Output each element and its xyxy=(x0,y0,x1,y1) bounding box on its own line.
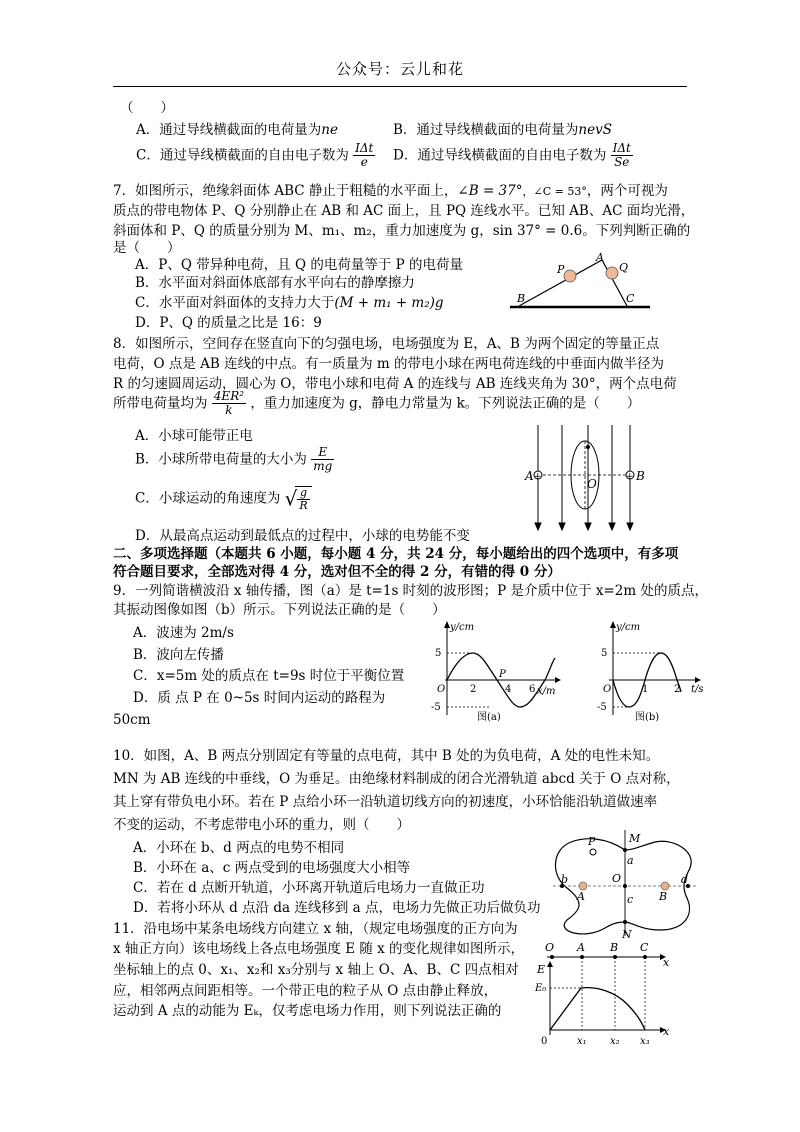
q11-label-a: A xyxy=(577,941,585,954)
q8-line4: 所带电荷量均为 $\frac{\text{4ER²}}{k}$ ，重力加速度为 g，静电力常量为 k。下列说法正确的是（ ） xyxy=(113,389,641,418)
q7-label-b: B xyxy=(517,292,526,305)
q9-wave-figure-a xyxy=(425,620,560,723)
q7-incline-figure xyxy=(505,250,655,310)
q8-label-b: B xyxy=(636,469,645,483)
q8-line2: 电荷，O 点是 AB 连线的中点。有一质量为 m 的带电小球在两电荷连线的中垂面内做半径为 xyxy=(113,356,664,372)
q7-line3: 斜面体和 P、Q 的质量分别为 M、m₁、m₂，重力加速度为 g，sin 37° = 0.6。下列判断正确的 xyxy=(113,223,691,239)
q11-line1: 11．沿电场中某条电场线方向建立 x 轴，（规定电场强度的正方向为 xyxy=(113,921,518,937)
q11-label-x1: x₁ xyxy=(577,1036,587,1047)
q9-wave-figure-b xyxy=(595,620,715,723)
q10-option-d: D．若将小环从 d 点沿 da 连线移到 a 点，电场力先做正功后做负功 xyxy=(133,900,541,916)
q10-option-b: B．小环在 a、c 两点受到的电场强度大小相等 xyxy=(133,860,411,876)
q11-label-c: C xyxy=(640,941,649,954)
svg-text:+: + xyxy=(626,472,634,482)
q6-option-a: A．通过导线横截面的电荷量为ne xyxy=(136,122,338,138)
q10-option-a: A．小环在 b、d 两点的电势不相同 xyxy=(133,840,345,856)
q9b-x1: 1 xyxy=(642,684,649,695)
q6-option-b: B．通过导线横截面的电荷量为nevS xyxy=(393,122,612,138)
q9a-x2: 2 xyxy=(470,684,477,695)
q9b-ylabel: y/cm xyxy=(616,622,641,633)
q10-label-c: c xyxy=(627,893,634,906)
q7-label-c: C xyxy=(626,292,635,305)
q9a-x6: 6 xyxy=(529,684,536,695)
q9b-yn5: -5 xyxy=(597,702,607,713)
q6-paren: （ ） xyxy=(120,100,174,116)
q9-option-d-cont: 50cm xyxy=(113,712,151,728)
q11-label-x2: x₂ xyxy=(610,1036,620,1047)
header-divider xyxy=(113,86,687,87)
q11-label-e0: E₀ xyxy=(535,983,547,994)
q9-option-d: D．质 点 P 在 0~5s 时间内运动的路程为 xyxy=(133,690,386,706)
q10-label-o: O xyxy=(612,872,622,885)
q8-b-fraction: $\frac{E}{mg}$ xyxy=(313,445,333,474)
q8-label-a: A xyxy=(525,469,534,483)
section2-heading-line1: 二、多项选择题（本题共 6 小题，每小题 4 分，共 24 分，每小题给出的四个选项中，有多项 xyxy=(113,546,679,562)
q7-line2: 质点的带电物体 P、Q 分别静止在 AB 和 AC 面上，且 PQ 连线水平。已知 AB、AC 面均光滑， xyxy=(113,203,695,219)
q8-option-b: B．小球所带电荷量的大小为 $\frac{E}{mg}$ xyxy=(135,445,333,474)
q10-label-n: N xyxy=(622,928,632,941)
q6-d-fraction: $\frac{\text{IΔt}}{Se}$ xyxy=(612,141,631,170)
q9b-x2: 2 xyxy=(674,684,681,695)
q11-line3: 坐标轴上的点 0、x₁、x₂和 x₃分别与 x 轴上 O、A、B、C 四点相对 xyxy=(113,962,519,978)
q9a-yn5: -5 xyxy=(431,702,441,713)
q7-option-b: B．水平面对斜面体底部有水平向右的静摩擦力 xyxy=(135,275,415,291)
q11-label-o: O xyxy=(545,941,555,954)
q6-c-fraction: $\frac{\text{IΔt}}{e}$ xyxy=(355,141,374,170)
q7-label-a: A xyxy=(596,251,604,264)
q8-sqrt-sign: √ xyxy=(284,486,298,511)
q10-label-b: b xyxy=(561,873,569,886)
q10-line1: 10．如图，A、B 两点分别固定有等量的点电荷，其中 B 处的为负电荷，A 处的电性未知。 xyxy=(113,748,660,764)
q9a-y5: 5 xyxy=(435,648,442,659)
q7-line1: 7．如图所示，绝缘斜面体 ABC 静止于粗糙的水平面上，∠B = 37°，∠C = 53°，两个可视为 xyxy=(113,183,668,199)
q11-label-x-bottom: x xyxy=(663,1025,670,1038)
q10-label-a: a xyxy=(627,854,634,867)
q9-option-b: B．波向左传播 xyxy=(133,647,224,663)
q8-line3: R 的匀速圆周运动，圆心为 O，带电小球和电荷 A 的连线与 AB 连线夹角为 30°，两个点电荷 xyxy=(113,376,677,392)
q8-field-figure xyxy=(525,425,650,535)
q7-option-c: C．水平面对斜面体的支持力大于(M + m₁ + m₂)g xyxy=(135,295,444,311)
q7-charge-q xyxy=(606,267,618,279)
q9-line1: 9．一列简谐横波沿 x 轴传播，图（a）是 t=1s 时刻的波形图；P 是介质中位于 x=2m 处的质点， xyxy=(113,583,708,599)
q8-line1: 8．如图所示，空间存在竖直向下的匀强电场，电场强度为 E，A、B 为两个固定的等量正点 xyxy=(113,336,660,352)
q9a-origin: O xyxy=(437,684,446,695)
section2-heading-line2: 符合题目要求，全部选对得 4 分，选对但不全的得 2 分，有错的得 0 分） xyxy=(113,564,561,580)
q10-option-c: C．若在 d 点断开轨道，小环离开轨道后电场力一直做正功 xyxy=(133,880,485,896)
q10-track-figure xyxy=(545,830,705,940)
q7-label-p: P xyxy=(557,263,565,276)
q11-label-zero: 0 xyxy=(541,1036,548,1047)
q6-option-c: C．通过导线横截面的自由电子数为 $\frac{\text{IΔt}}{e}$ xyxy=(136,141,374,170)
q7-line4: 是（ ） xyxy=(113,240,181,256)
q8-label-o: O xyxy=(587,477,597,491)
q9a-point-p: P xyxy=(499,669,506,680)
q9a-x4: 4 xyxy=(505,684,512,695)
q11-line2: x 轴正方向）该电场线上各点电场强度 E 随 x 的变化规律如图所示， xyxy=(113,941,525,957)
q9-option-a: A．波速为 2m/s xyxy=(133,625,234,641)
q10-label-m: M xyxy=(629,832,641,845)
q8-option-a: A．小球可能带正电 xyxy=(135,428,253,444)
q11-label-x-top: x xyxy=(663,956,670,969)
q7-option-a: A．P、Q 带异种电荷，且 Q 的电荷量等于 P 的电荷量 xyxy=(135,257,464,273)
q7-charge-p xyxy=(564,270,576,282)
q11-line4: 应，相邻两点间距相等。一个带正电的粒子从 O 点由静止释放， xyxy=(113,983,498,999)
q8-option-d: D．从最高点运动到最低点的过程中，小球的电势能不变 xyxy=(135,528,470,544)
q9b-origin: O xyxy=(603,684,612,695)
q9b-y5: 5 xyxy=(601,648,608,659)
q11-label-x3: x₃ xyxy=(640,1036,650,1047)
q10-line4: 不变的运动，不考虑带电小环的重力，则（ ） xyxy=(113,817,410,833)
q11-label-b: B xyxy=(610,941,619,954)
q7-option-d: D．P、Q 的质量之比是 16：9 xyxy=(135,315,322,331)
q8-option-c: C．小球运动的角速度为 √ $\frac{g}{R}$ xyxy=(135,486,312,512)
q7-label-q: Q xyxy=(619,261,629,274)
q10-line2: MN 为 AB 连线的中垂线，O 为垂足。由绝缘材料制成的闭合光滑轨道 abcd 关于 O 点对称， xyxy=(113,771,680,787)
q9a-caption: 图(a) xyxy=(477,712,501,723)
q11-label-e: E xyxy=(537,963,546,976)
q10-line3: 其上穿有带负电小环。若在 P 点给小环一沿轨道切线方向的初速度，小环恰能沿轨道做速率 xyxy=(113,794,658,810)
q10-label-p: P xyxy=(588,835,596,848)
q8-c-fraction: $\frac{g}{R}$ xyxy=(295,486,311,512)
q9a-xlabel: x/m xyxy=(537,686,556,697)
q9b-xlabel: t/s xyxy=(691,684,704,695)
q9b-caption: 图(b) xyxy=(635,712,660,723)
q9a-ylabel: y/cm xyxy=(450,622,475,633)
q9-option-c: C．x=5m 处的质点在 t=9s 时位于平衡位置 xyxy=(133,668,405,684)
page-header: 公众号：云儿和花 xyxy=(335,60,464,78)
q10-label-d: d xyxy=(681,873,689,886)
q10-label-charge-a: A xyxy=(577,890,585,903)
svg-text:+: + xyxy=(534,472,542,482)
q8-charge-fraction: $\frac{\text{4ER²}}{k}$ xyxy=(213,389,245,418)
q10-label-charge-b: B xyxy=(659,890,668,903)
q6-option-d: D．通过导线横截面的自由电子数为 $\frac{\text{IΔt}}{Se}$ xyxy=(393,141,631,170)
q11-line5: 运动到 A 点的动能为 Eₖ，仅考虑电场力作用，则下列说法正确的 xyxy=(113,1003,502,1019)
q11-field-figure xyxy=(535,940,675,1048)
q9-line2: 其振动图像如图（b）所示。下列说法正确的是（ ） xyxy=(113,602,446,618)
